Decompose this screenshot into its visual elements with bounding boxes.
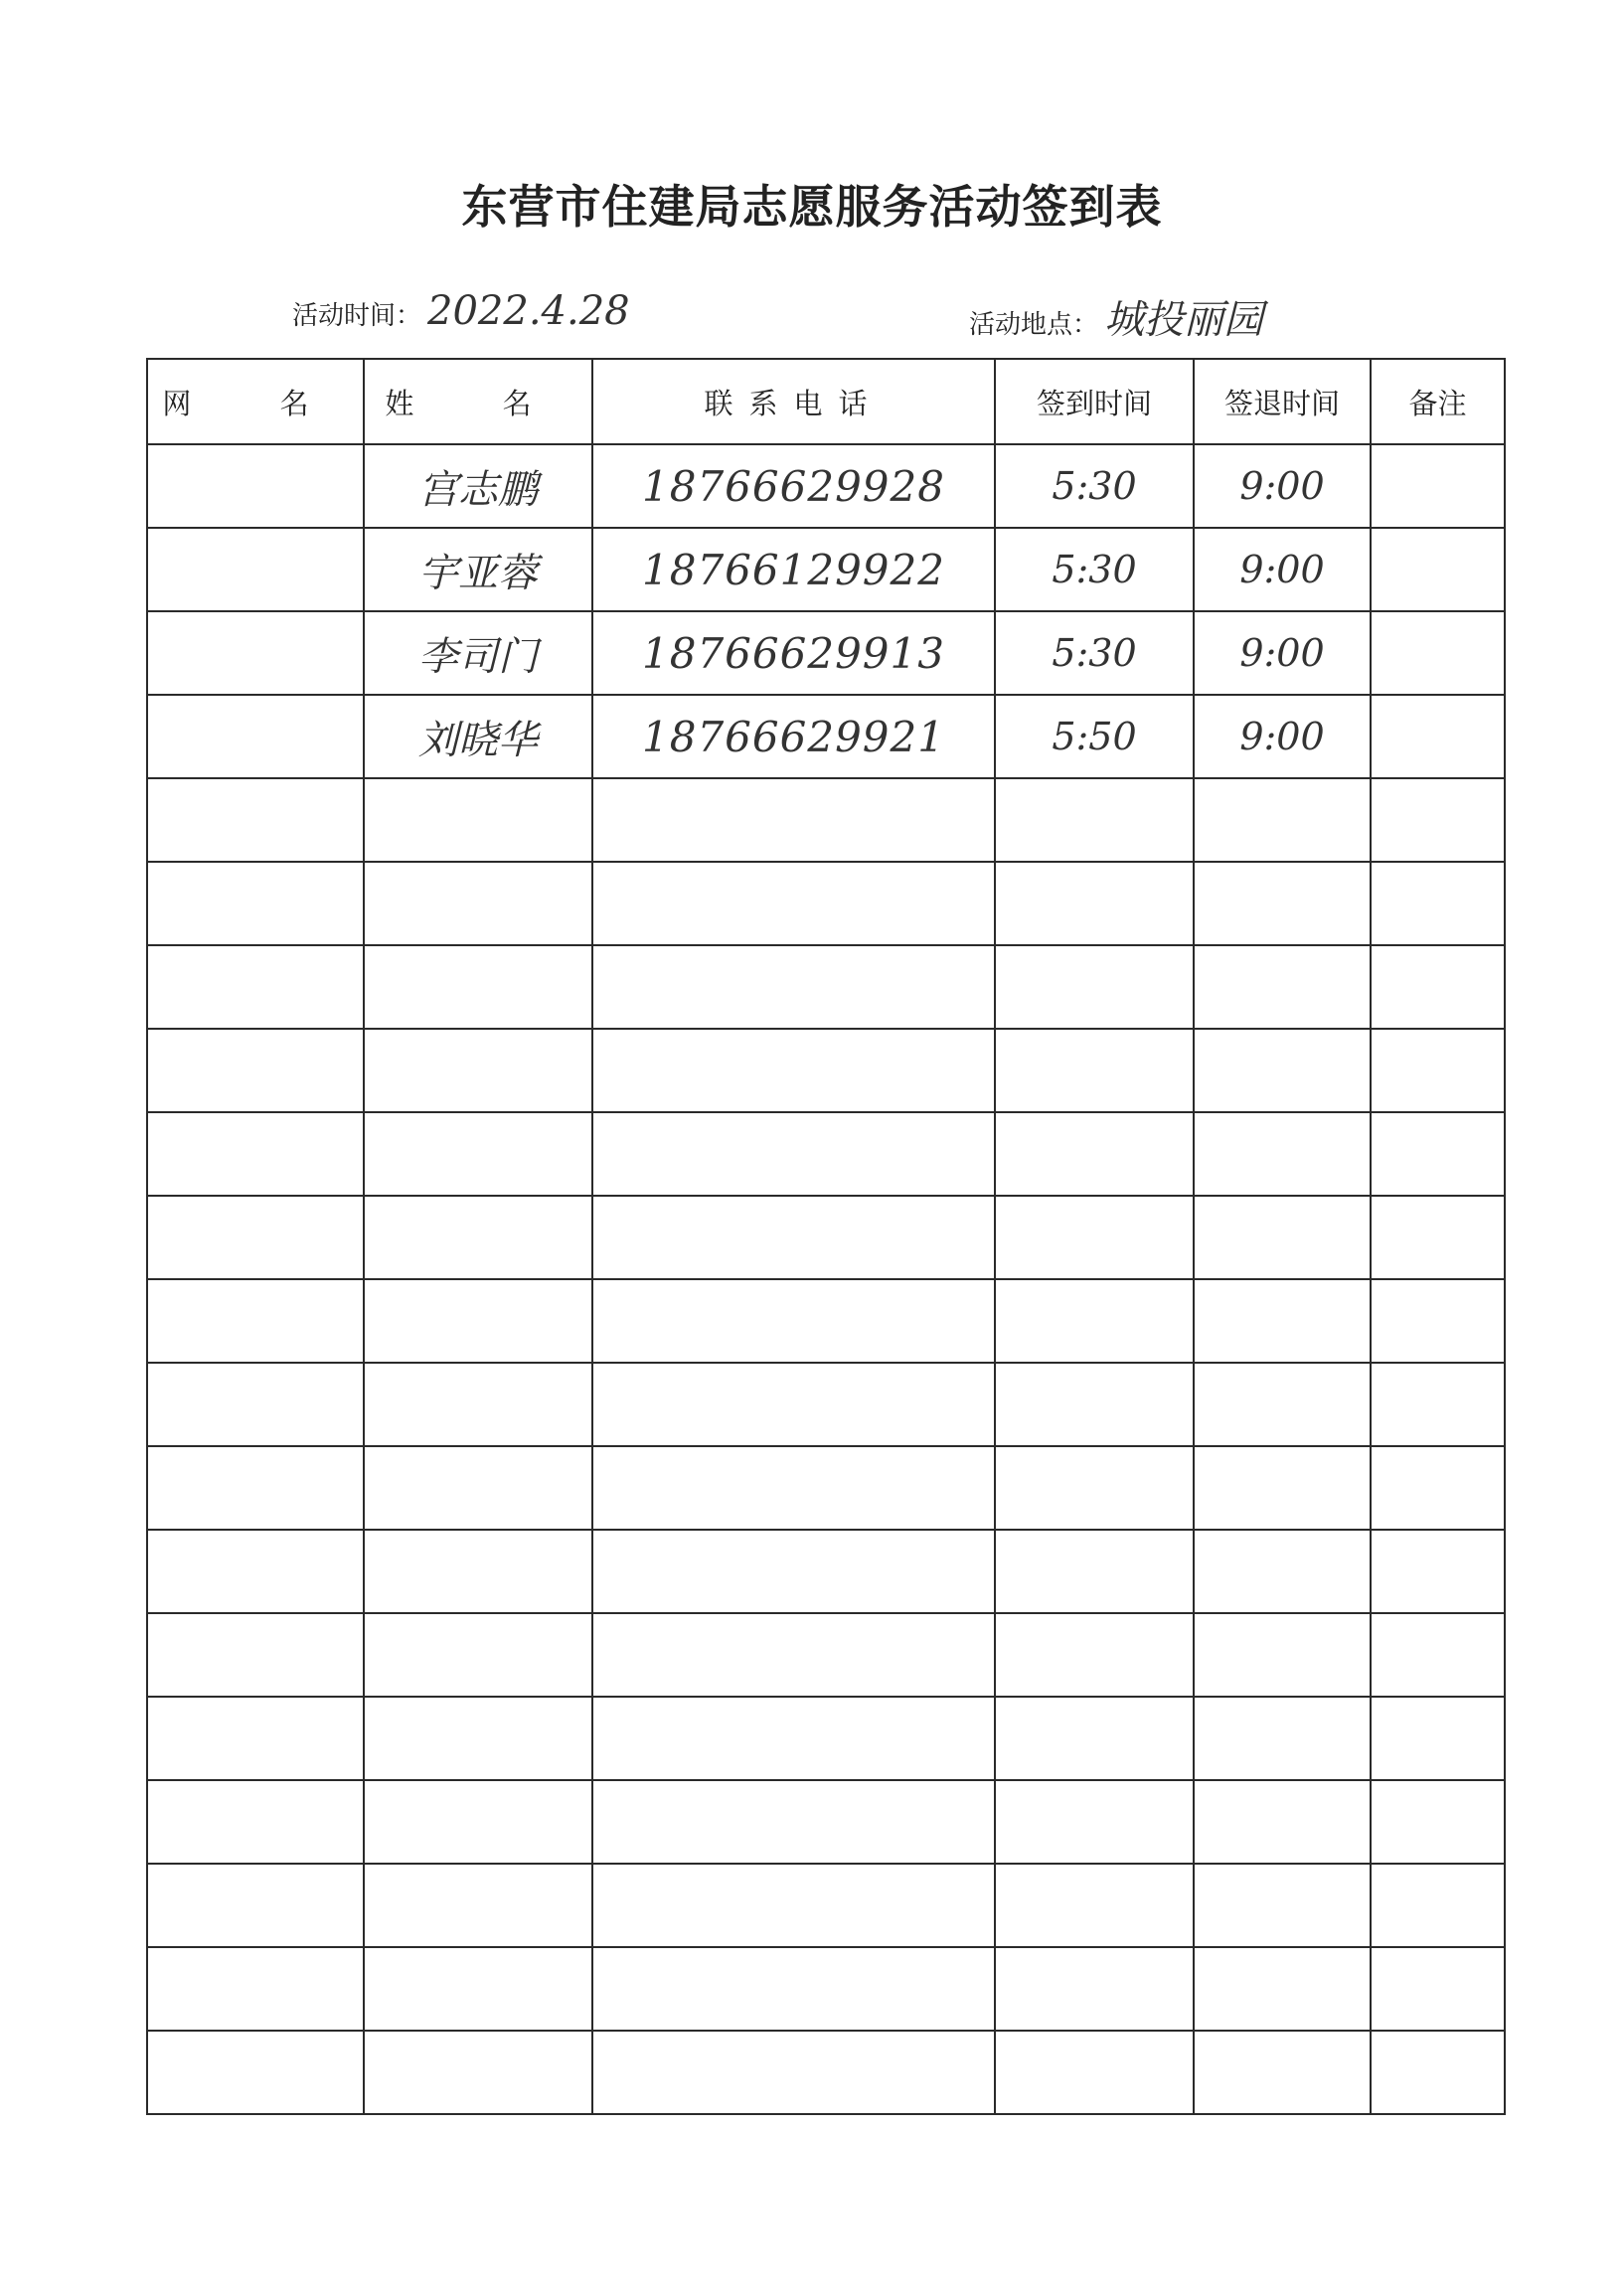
name-cell: 宫志鹏 [364, 444, 592, 528]
phone-cell [592, 2031, 995, 2114]
sign-in-time-cell [995, 1279, 1194, 1363]
sign-out-time-cell [1194, 1864, 1371, 1947]
phone-cell: 18766629921 [592, 695, 995, 778]
table-row [147, 695, 1505, 778]
table-row [147, 611, 1505, 695]
note-cell [1371, 1112, 1505, 1196]
name-cell [364, 945, 592, 1029]
header-net-name: 网 名 [147, 359, 364, 444]
phone-cell [592, 945, 995, 1029]
note-cell [1371, 444, 1505, 528]
phone-cell [592, 1029, 995, 1112]
sign-in-time-cell [995, 1112, 1194, 1196]
table-row [147, 1029, 1505, 1112]
sign-out-time-cell: 9:00 [1194, 611, 1371, 695]
sign-out-time-cell [1194, 1947, 1371, 2031]
sign-in-table [146, 358, 1506, 2115]
page-title: 东营市住建局志愿服务活动签到表 [461, 180, 1163, 234]
table-row [147, 1947, 1505, 2031]
name-cell [364, 1446, 592, 1530]
name-cell: 宇亚蓉 [364, 528, 592, 611]
net-name-cell [147, 1112, 364, 1196]
table-row [147, 1864, 1505, 1947]
phone-cell: 18766129922 [592, 528, 995, 611]
note-cell [1371, 1613, 1505, 1697]
phone-cell [592, 862, 995, 945]
table-body [147, 444, 1505, 2114]
name-cell [364, 1363, 592, 1446]
sign-in-time-cell [995, 1196, 1194, 1279]
net-name-cell [147, 1446, 364, 1530]
sign-in-time-cell [995, 1864, 1194, 1947]
note-cell [1371, 528, 1505, 611]
header-sign-out-time: 签退时间 [1194, 359, 1371, 444]
net-name-cell [147, 1363, 364, 1446]
table-row [147, 1697, 1505, 1780]
table-row [147, 1613, 1505, 1697]
table-row [147, 1279, 1505, 1363]
net-name-cell [147, 1864, 364, 1947]
phone-cell [592, 1947, 995, 2031]
net-name-cell [147, 528, 364, 611]
net-name-cell [147, 1279, 364, 1363]
header-name: 姓 名 [364, 359, 592, 444]
sign-in-time-cell: 5:30 [995, 611, 1194, 695]
activity-place-value: 城投丽园 [1104, 297, 1264, 343]
net-name-cell [147, 862, 364, 945]
name-cell [364, 1947, 592, 2031]
sign-out-time-cell [1194, 1613, 1371, 1697]
net-name-cell [147, 1947, 364, 2031]
phone-cell [592, 1196, 995, 1279]
table-row [147, 1196, 1505, 1279]
phone-cell [592, 1697, 995, 1780]
activity-time-label: 活动时间： [292, 301, 422, 331]
sign-in-time-cell [995, 2031, 1194, 2114]
table-row [147, 1112, 1505, 1196]
note-cell [1371, 1029, 1505, 1112]
activity-place [969, 288, 1263, 345]
note-cell [1371, 1697, 1505, 1780]
sign-in-time-cell [995, 1446, 1194, 1530]
table-row [147, 1363, 1505, 1446]
header-phone: 联系电话 [592, 359, 995, 444]
phone-cell [592, 1446, 995, 1530]
net-name-cell [147, 2031, 364, 2114]
sign-out-time-cell [1194, 1446, 1371, 1530]
sign-out-time-cell: 9:00 [1194, 528, 1371, 611]
phone-cell [592, 1279, 995, 1363]
name-cell [364, 1112, 592, 1196]
net-name-cell [147, 945, 364, 1029]
name-cell [364, 1196, 592, 1279]
sign-out-time-cell [1194, 1697, 1371, 1780]
activity-time-value: 2022.4.28 [427, 288, 630, 334]
net-name-cell [147, 1196, 364, 1279]
note-cell [1371, 695, 1505, 778]
sign-out-time-cell: 9:00 [1194, 695, 1371, 778]
name-cell: 李司门 [364, 611, 592, 695]
sign-in-time-cell [995, 1613, 1194, 1697]
net-name-cell [147, 444, 364, 528]
net-name-cell [147, 1613, 364, 1697]
net-name-cell [147, 778, 364, 862]
sign-out-time-cell [1194, 1112, 1371, 1196]
name-cell [364, 1530, 592, 1613]
sign-in-time-cell [995, 1363, 1194, 1446]
sign-in-time-cell [995, 1697, 1194, 1780]
sign-in-time-cell [995, 862, 1194, 945]
note-cell [1371, 1446, 1505, 1530]
table-row [147, 945, 1505, 1029]
name-cell [364, 1780, 592, 1864]
sign-in-time-cell [995, 1530, 1194, 1613]
table-row [147, 1780, 1505, 1864]
sign-out-time-cell [1194, 2031, 1371, 2114]
phone-cell [592, 1613, 995, 1697]
sign-out-time-cell [1194, 945, 1371, 1029]
note-cell [1371, 1530, 1505, 1613]
net-name-cell [147, 1780, 364, 1864]
note-cell [1371, 862, 1505, 945]
name-cell [364, 1029, 592, 1112]
sign-out-time-cell [1194, 1029, 1371, 1112]
header-sign-in-time: 签到时间 [995, 359, 1194, 444]
sign-in-time-cell [995, 1947, 1194, 2031]
note-cell [1371, 1279, 1505, 1363]
sign-out-time-cell [1194, 1363, 1371, 1446]
phone-cell [592, 1864, 995, 1947]
net-name-cell [147, 1697, 364, 1780]
table-row [147, 778, 1505, 862]
table-header-row [147, 359, 1505, 444]
phone-cell [592, 1112, 995, 1196]
name-cell [364, 1864, 592, 1947]
sign-out-time-cell: 9:00 [1194, 444, 1371, 528]
sign-in-time-cell: 5:30 [995, 528, 1194, 611]
phone-cell: 18766629928 [592, 444, 995, 528]
name-cell [364, 1279, 592, 1363]
note-cell [1371, 1864, 1505, 1947]
net-name-cell [147, 611, 364, 695]
sign-in-time-cell: 5:50 [995, 695, 1194, 778]
name-cell [364, 862, 592, 945]
note-cell [1371, 1780, 1505, 1864]
sign-in-time-cell [995, 1029, 1194, 1112]
sign-in-time-cell [995, 945, 1194, 1029]
net-name-cell [147, 1530, 364, 1613]
note-cell [1371, 611, 1505, 695]
phone-cell: 18766629913 [592, 611, 995, 695]
net-name-cell [147, 1029, 364, 1112]
note-cell [1371, 1196, 1505, 1279]
sign-out-time-cell [1194, 1530, 1371, 1613]
table-row [147, 444, 1505, 528]
sign-out-time-cell [1194, 862, 1371, 945]
phone-cell [592, 1530, 995, 1613]
table-row [147, 528, 1505, 611]
phone-cell [592, 1363, 995, 1446]
name-cell [364, 2031, 592, 2114]
note-cell [1371, 1947, 1505, 2031]
header-note: 备注 [1371, 359, 1505, 444]
note-cell [1371, 2031, 1505, 2114]
table-row [147, 1446, 1505, 1530]
activity-place-label: 活动地点： [969, 310, 1099, 340]
note-cell [1371, 1363, 1505, 1446]
sign-out-time-cell [1194, 778, 1371, 862]
name-cell [364, 1613, 592, 1697]
sign-in-time-cell [995, 1780, 1194, 1864]
phone-cell [592, 1780, 995, 1864]
sign-out-time-cell [1194, 1780, 1371, 1864]
table-row [147, 2031, 1505, 2114]
name-cell [364, 778, 592, 862]
note-cell [1371, 778, 1505, 862]
sign-in-time-cell: 5:30 [995, 444, 1194, 528]
sign-in-time-cell [995, 778, 1194, 862]
phone-cell [592, 778, 995, 862]
net-name-cell [147, 695, 364, 778]
table-row [147, 1530, 1505, 1613]
sign-out-time-cell [1194, 1196, 1371, 1279]
name-cell: 刘晓华 [364, 695, 592, 778]
sign-out-time-cell [1194, 1279, 1371, 1363]
activity-time [292, 288, 630, 334]
table-row [147, 862, 1505, 945]
name-cell [364, 1697, 592, 1780]
note-cell [1371, 945, 1505, 1029]
